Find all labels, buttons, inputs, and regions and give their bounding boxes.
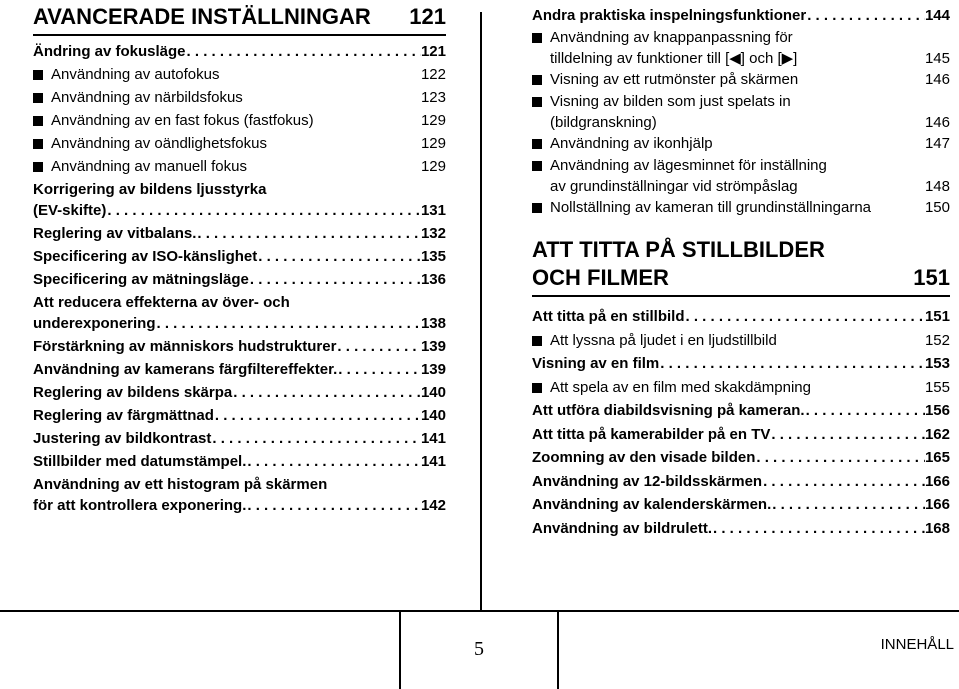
square-bullet-icon [33, 139, 43, 149]
toc-entry-page: 141 [420, 453, 446, 470]
dot-leader [186, 41, 421, 62]
section-title-line1: ATT TITTA PÅ STILLBILDER [532, 237, 825, 262]
dot-leader [214, 405, 421, 426]
toc-entry-text: Förstärkning av människors hudstrukturer [33, 338, 337, 355]
toc-entry-page: 148 [924, 178, 950, 195]
dot-leader [196, 223, 421, 244]
toc-entry-text: Användning av närbildsfokus [51, 89, 243, 106]
toc-entry-page: 129 [420, 112, 446, 129]
toc-entry[interactable] [532, 518, 950, 539]
dot-leader [337, 359, 421, 380]
toc-subentry[interactable] [532, 27, 950, 69]
toc-entry-text: Användning av kamerans färgfiltereffekter. [33, 361, 338, 378]
toc-entry-page: 140 [420, 407, 446, 424]
toc-entry[interactable] [532, 5, 950, 26]
toc-entry-page: 129 [420, 135, 446, 152]
square-bullet-icon [33, 162, 43, 172]
toc-entry-text: Reglering av bildens skärpa [33, 384, 233, 401]
toc-entry-page: 121 [420, 43, 446, 60]
dot-leader [249, 269, 421, 290]
square-bullet-icon [532, 75, 542, 85]
toc-entry[interactable] [33, 474, 446, 516]
toc-entry-page: 146 [924, 71, 950, 88]
dot-leader [659, 353, 925, 374]
toc-entry-text: Att spela av en film med skakdämpning [550, 378, 811, 396]
toc-entry-page: 131 [420, 202, 446, 219]
toc-entry-page: 136 [420, 271, 446, 288]
toc-subentry[interactable] [33, 133, 446, 154]
toc-entry-page: 150 [924, 199, 950, 216]
toc-entry-text: Ändring av fokusläge [33, 43, 186, 60]
toc-entry-page: 155 [924, 378, 950, 396]
square-bullet-icon [33, 93, 43, 103]
toc-entry-text: Visning av ett rutmönster på skärmen [550, 71, 799, 88]
dot-leader [762, 471, 925, 492]
toc-subentry[interactable] [532, 91, 950, 133]
toc-entry[interactable] [33, 359, 446, 380]
toc-entry[interactable] [33, 336, 446, 357]
toc-subentry[interactable] [532, 377, 950, 398]
toc-entry-text: Användning av lägesminnet för inställning [550, 157, 827, 174]
dot-leader [211, 428, 421, 449]
section-title-page: 151 [913, 265, 950, 290]
toc-entry-text: Användning av 12-bildsskärmen [532, 472, 763, 490]
toc-entry-text: underexponering [33, 315, 156, 332]
column-divider [480, 12, 482, 610]
toc-entry-text: Nollställning av kameran till grundinställningarna [550, 199, 872, 216]
toc-entry-text: (bildgranskning) [550, 114, 657, 131]
toc-entry-text: Användning av en fast fokus (fastfokus) [51, 112, 314, 129]
square-bullet-icon [33, 116, 43, 126]
toc-entry-page: 141 [420, 430, 446, 447]
toc-entry[interactable] [33, 292, 446, 334]
toc-entry-page: 166 [924, 496, 950, 513]
toc-entry-text: Korrigering av bildens ljusstyrka [33, 181, 267, 198]
toc-subentry[interactable] [532, 197, 950, 218]
toc-entry[interactable] [33, 179, 446, 221]
toc-subentry[interactable] [532, 155, 950, 197]
toc-entry-page: 139 [420, 361, 446, 378]
toc-entry-text: för att kontrollera exponering. [33, 497, 247, 514]
toc-entry-page: 151 [924, 308, 950, 325]
toc-entry-text: Visning av en film [532, 355, 660, 372]
toc-entry-page: 122 [420, 66, 446, 83]
toc-entry-page: 145 [924, 50, 950, 67]
toc-entry-page: 142 [420, 497, 446, 514]
square-bullet-icon [532, 161, 542, 171]
toc-entry-text: Användning av kalenderskärmen. [532, 496, 772, 513]
toc-subentry[interactable] [33, 156, 446, 177]
toc-entry[interactable] [33, 382, 446, 403]
toc-entry[interactable] [33, 223, 446, 244]
toc-entry-page: 165 [924, 449, 950, 466]
section-title-advanced-settings [33, 3, 446, 36]
toc-entry-page: 139 [420, 338, 446, 355]
toc-entry-text: Användning av knappanpassning för [550, 29, 793, 46]
toc-entry[interactable] [33, 428, 446, 449]
toc-entry-page: 132 [420, 225, 446, 242]
toc-entry-text: Användning av autofokus [51, 66, 220, 83]
toc-subentry[interactable] [33, 64, 446, 85]
toc-subentry[interactable] [532, 330, 950, 351]
toc-entry-text: Att titta på en stillbild [532, 308, 685, 325]
dot-leader [106, 200, 421, 221]
toc-entry-page: 156 [924, 402, 950, 419]
toc-entry-text: Användning av ikonhjälp [550, 135, 713, 152]
toc-entry-page: 153 [924, 355, 950, 372]
section-title-page: 121 [409, 4, 446, 29]
dot-leader [336, 336, 421, 357]
toc-entry-text: Reglering av färgmättnad [33, 407, 214, 424]
toc-entry-text: Att utföra diabildsvisning på kameran. [532, 402, 805, 419]
toc-entry[interactable] [532, 306, 950, 327]
toc-entry-page: 138 [420, 315, 446, 332]
toc-entry[interactable] [532, 353, 950, 374]
toc-entry[interactable] [33, 451, 446, 472]
dot-leader [771, 494, 925, 515]
dot-leader [246, 495, 421, 516]
toc-entry-text: Användning av manuell fokus [51, 158, 247, 175]
section-title-line2: OCH FILMER [532, 265, 669, 290]
toc-entry-text: Att titta på kamerabilder på en TV [532, 425, 771, 443]
toc-entry-page: 129 [420, 158, 446, 175]
square-bullet-icon [532, 139, 542, 149]
toc-entry[interactable] [33, 269, 446, 290]
toc-entry[interactable] [532, 447, 950, 468]
toc-entry-page: 152 [924, 331, 950, 349]
toc-subentry[interactable] [33, 110, 446, 131]
toc-entry[interactable] [532, 494, 950, 515]
toc-entry-text: Reglering av vitbalans. [33, 225, 197, 242]
square-bullet-icon [33, 70, 43, 80]
toc-entry-text: Användning av oändlighetsfokus [51, 135, 267, 152]
toc-entry-page: 162 [924, 425, 950, 443]
toc-entry-page: 135 [420, 248, 446, 265]
dot-leader [156, 313, 421, 334]
toc-entry-text: Att lyssna på ljudet i en ljudstillbild [550, 331, 777, 349]
square-bullet-icon [532, 203, 542, 213]
toc-entry-text: (EV-skifte) [33, 202, 107, 219]
dot-leader [232, 382, 421, 403]
toc-entry-text: Användning av ett histogram på skärmen [33, 476, 328, 493]
dot-leader [806, 5, 925, 26]
toc-entry-text: av grundinställningar vid strömpåslag [550, 178, 798, 195]
square-bullet-icon [532, 97, 542, 107]
dot-leader [805, 400, 925, 421]
section-title-viewing [532, 236, 950, 297]
toc-entry-text: Att reducera effekterna av över- och [33, 294, 290, 311]
toc-entry-page: 147 [924, 135, 950, 152]
square-bullet-icon [532, 33, 542, 43]
toc-entry-page: 166 [924, 472, 950, 490]
toc-entry[interactable] [532, 424, 950, 445]
toc-entry-text: Specificering av mätningsläge [33, 271, 249, 288]
toc-entry-text: tilldelning av funktioner till [◀] och [▶] [550, 50, 798, 67]
toc-entry[interactable] [532, 471, 950, 492]
dot-leader [755, 447, 925, 468]
toc-entry-text: Användning av bildrulett. [532, 519, 713, 537]
dot-leader [246, 451, 421, 472]
page-number: 5 [399, 610, 559, 689]
toc-link[interactable]: INNEHÅLL [880, 636, 954, 653]
toc-entry-page: 168 [924, 519, 950, 537]
toc-entry-text: Specificering av ISO-känslighet [33, 248, 258, 265]
dot-leader [257, 246, 421, 267]
toc-entry-text: Visning av bilden som just spelats in [550, 93, 791, 110]
square-bullet-icon [532, 336, 542, 346]
toc-subentry[interactable] [532, 133, 950, 154]
toc-entry-text: Zoomning av den visade bilden [532, 449, 756, 466]
toc-entry-page: 144 [924, 7, 950, 24]
toc-subentry[interactable] [532, 69, 950, 90]
section-title-text: AVANCERADE INSTÄLLNINGAR [33, 4, 371, 29]
dot-leader [685, 306, 925, 327]
toc-entry-page: 146 [924, 114, 950, 131]
toc-entry-text: Andra praktiska inspelningsfunktioner [532, 7, 807, 24]
dot-leader [770, 424, 925, 445]
square-bullet-icon [532, 383, 542, 393]
toc-entry-page: 123 [420, 89, 446, 106]
toc-entry[interactable] [532, 400, 950, 421]
toc-entry-page: 140 [420, 384, 446, 401]
toc-entry-text: Justering av bildkontrast [33, 430, 212, 447]
toc-entry[interactable] [33, 405, 446, 426]
toc-entry[interactable] [33, 246, 446, 267]
toc-entry-text: Stillbilder med datumstämpel. [33, 453, 247, 470]
toc-entry[interactable] [33, 41, 446, 62]
dot-leader [712, 518, 925, 539]
toc-subentry[interactable] [33, 87, 446, 108]
